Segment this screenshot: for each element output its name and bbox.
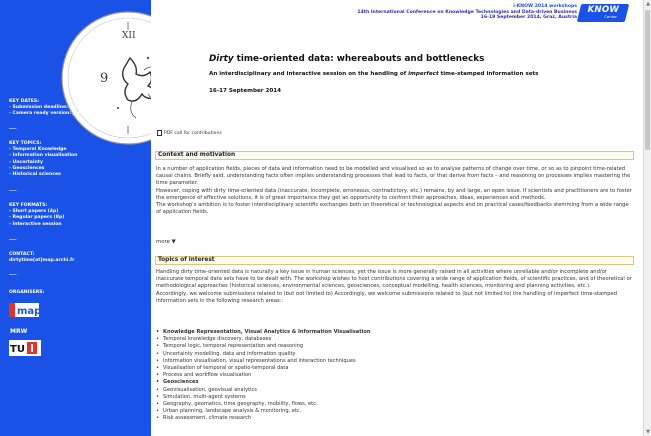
org-logo-mrw[interactable]: [9, 322, 37, 341]
title-emphasis: Dirty: [209, 54, 234, 64]
contact: [9, 252, 74, 264]
scroll-thumb[interactable]: [645, 10, 650, 150]
sidebar: [0, 0, 151, 436]
subtitle-part: An interdisciplinary and interactive session on the handling of: [209, 71, 409, 77]
contact-email-link[interactable]: dirtytime[at]map.archi.fr: [9, 258, 75, 264]
topic-list-item: • Risk assessment, climate research: [156, 415, 626, 422]
context-paragraph: [156, 166, 634, 216]
clock-icon: [58, 8, 151, 148]
conference-line-3: 16-19 September 2014, Graz, Austria: [480, 15, 577, 21]
know-center-logo-subtext: Center: [604, 14, 617, 19]
key-topic-item: - Information visualisation: [9, 153, 78, 159]
topics-list: [156, 329, 626, 423]
key-topic-item: - Temporal Knowledge: [9, 147, 67, 153]
key-format-item: - Interactive session: [9, 221, 62, 227]
topic-list-item: • Urban planning, landscape analysis & monitoring, etc.: [156, 408, 626, 415]
topic-list-item: • Simulation, multi-agent systems: [156, 394, 626, 401]
scrollbar[interactable]: [643, 0, 651, 436]
conference-line-1: i-KNOW 2014 workshops: [513, 4, 577, 9]
topic-list-item: • Temporal logic, temporal representation and reasoning: [156, 343, 626, 350]
topic-list-item: • Geosciences: [156, 379, 626, 386]
clock-numeral-9: 9: [100, 71, 109, 86]
context-text: The workshop's ambition is to foster interdisciplinary scientific exchanges both on theoretical or technological aspects and on practical cases/feedbacks stemming from a wide range of application fields.: [156, 202, 629, 216]
conference-line-2: 14th International Conference on Knowledge Technologies and Data-driven Business: [357, 9, 577, 15]
know-center-logo-text: KNOW: [587, 5, 619, 15]
pdf-icon: [157, 130, 162, 136]
conference-info: [357, 4, 577, 21]
svg-text:MRW: MRW: [10, 328, 28, 335]
key-date-item: - Submission deadline: April 27, 2014: [9, 105, 106, 111]
key-topics: [9, 141, 77, 178]
pdf-call-link[interactable]: [157, 130, 222, 136]
key-topics-heading: KEY TOPICS:: [9, 141, 42, 146]
subtitle-part: time-stamped information sets: [438, 71, 539, 77]
title-rest: time-oriented data: whereabouts and bottlenecks: [233, 54, 485, 64]
more-link[interactable]: more ▼: [156, 239, 176, 245]
svg-text:map: map: [17, 306, 39, 317]
topics-text: Accordingly, we welcome submissions related to (but not limited to) Accordingly, we welcome submissions related to (but not limited to) the handling of imperfect time-stamped information sets in the following research areas::: [156, 290, 618, 304]
clock-numeral-12: XII: [122, 31, 136, 41]
topic-list-item: • Uncertainty modelling, data and information quality: [156, 351, 626, 358]
section-heading-topics: Topics of interest: [155, 256, 634, 265]
event-dates: 16-17 September 2014: [209, 88, 282, 94]
key-dates: [9, 99, 106, 118]
topic-list-item: • Visualisation of temporal or spatio-temporal data: [156, 365, 626, 372]
tu-logo-icon: [9, 340, 41, 356]
context-text: However, coping with dirty time-oriented data (inaccurate, incomplete, erroneous, contradictory, etc.) remains, by and large, an open issue. If scientists and practitioners are to foster the emergence of effective solutions, it is of great importance they get an opportunity to confront their approaches, ideas, experiences and methods.: [156, 187, 632, 201]
topic-list-item: • Process and workflow visualisation: [156, 372, 626, 379]
sidebar-separator: ___: [9, 123, 17, 129]
page-subtitle: [209, 71, 539, 77]
topic-list-item: • Geography, geomatics, time geography, mobility, flows, etc.: [156, 401, 626, 408]
topics-text: Handling dirty time-oriented data is naturally a key issue in human sciences, yet the issue is more generally raised in all activities where unreliable and/or incomplete and/or inaccurate temporal data sets have to be dealt with. The workshop wishes to host contributions covering a wide range of application fields, of scientific practices, and of theoretical or methodological approaches (historical sciences, environmental sciences, geosciences, conceptual modelling, health sciences, monitoring and planning activities, etc.).: [156, 269, 632, 290]
org-logo-tu[interactable]: [9, 340, 41, 360]
key-formats-heading: KEY FORMATS:: [9, 203, 48, 208]
key-topic-item: - Geosciences: [9, 165, 45, 171]
topics-paragraph: [156, 269, 634, 305]
org-logo-map[interactable]: [9, 302, 39, 321]
topic-list-item: • Information visualisation, visual representations and interaction techniques: [156, 358, 626, 365]
key-format-item: - Short papers (4p): [9, 209, 59, 215]
svg-text:TU: TU: [10, 344, 25, 355]
clock-illustration: [58, 8, 151, 148]
contact-heading: CONTACT:: [9, 252, 35, 257]
mrw-logo-icon: [9, 323, 37, 337]
key-topic-item: - Uncertainty: [9, 159, 43, 165]
topic-list-item: • Knowledge Representation, Visual Analytics & Information Visualisation: [156, 329, 626, 336]
key-format-item: - Regular papers (8p): [9, 215, 65, 221]
organisers-heading: ORGANISERS:: [9, 290, 45, 295]
sidebar-separator: ___: [9, 185, 17, 191]
section-heading-context: Context and motivation: [155, 151, 634, 160]
topic-list-item: • Temporal knowledge discovery, databases: [156, 336, 626, 343]
key-topic-item: - Historical sciences: [9, 172, 61, 178]
main-content: [151, 0, 643, 436]
sidebar-separator: ___: [9, 234, 17, 240]
key-date-item: - Camera ready version: June 5, 2014: [9, 111, 106, 117]
page-title: [209, 54, 484, 64]
topic-list-item: • Geovisualisation, geovisual analytics: [156, 387, 626, 394]
map-logo-icon: [9, 303, 39, 317]
sidebar-separator: ___: [9, 269, 17, 275]
key-formats: [9, 203, 64, 228]
scroll-up-icon[interactable]: ▲: [646, 1, 650, 7]
key-dates-heading: KEY DATES:: [9, 99, 40, 104]
scroll-down-icon[interactable]: ▼: [646, 429, 650, 435]
pdf-call-label: PDF call for contributions: [164, 130, 222, 136]
context-text: In a number of application fields, pieces of data and information need to be modelled and visualised so as to analyse patterns of change over time, or so as to pinpoint time-related causal chains. Briefly said, understanding facts often implies understanding processes that lead to facts, or that derive from facts – and reasoning on processes implies mastering the time parameter.: [156, 166, 631, 187]
subtitle-emphasis: imperfect: [408, 71, 439, 77]
